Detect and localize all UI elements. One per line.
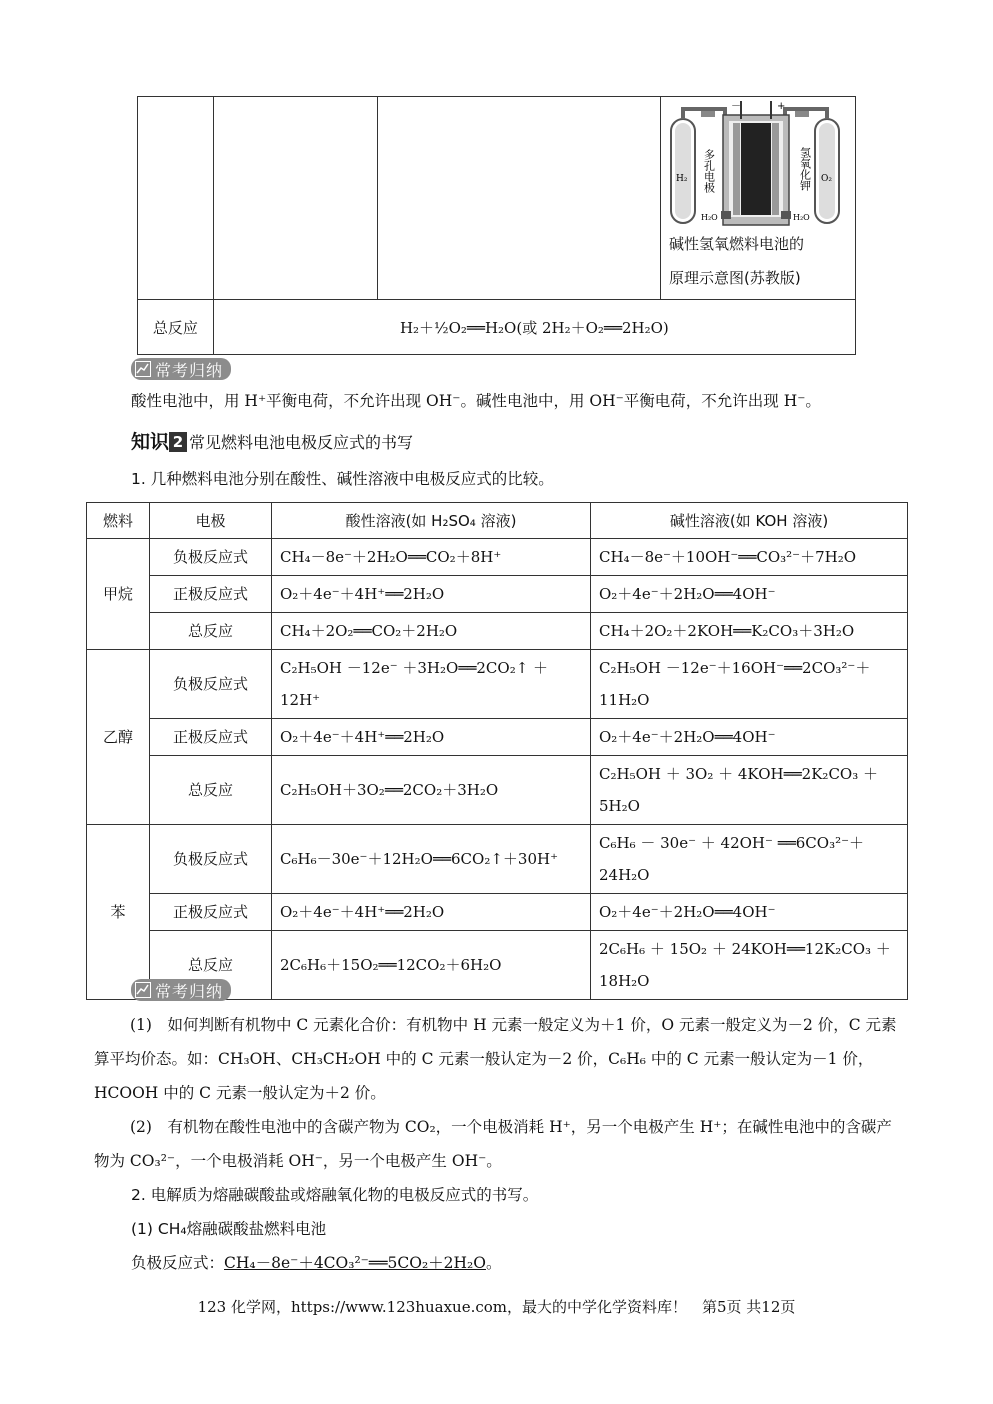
table-row — [87, 650, 908, 719]
note1-text: 酸性电池中，用 H⁺平衡电荷，不允许出现 OH⁻。碱性电池中，用 OH⁻平衡电荷，不允许出现 H⁻。 — [131, 392, 821, 410]
table-row — [87, 825, 908, 894]
header-fuel: 燃料 — [87, 503, 150, 539]
section-number: 2 — [169, 432, 187, 452]
fuel-cell-comparison-table — [86, 502, 908, 1000]
electrode-cell: 总反应 — [150, 756, 272, 825]
table-row — [87, 719, 908, 756]
header-base: 碱性溶液(如 KOH 溶液) — [591, 503, 908, 539]
base-equation-cell: 2C₆H₆ ＋ 15O₂ ＋ 24KOH══12K₂CO₃ ＋18H₂O — [591, 931, 908, 1000]
acid-equation-cell: CH₄－8e⁻＋2H₂O══CO₂＋8H⁺ — [272, 539, 591, 576]
electrode-cell: 正极反应式 — [150, 576, 272, 613]
fuel-cell-diagram-cell — [661, 97, 856, 300]
base-equation-cell: C₂H₅OH ＋ 3O₂ ＋ 4KOH══2K₂CO₃ ＋5H₂O — [591, 756, 908, 825]
table-row — [87, 576, 908, 613]
acid-equation-cell: O₂＋4e⁻＋4H⁺══2H₂O — [272, 719, 591, 756]
table-row — [87, 613, 908, 650]
electrode-cell: 正极反应式 — [150, 894, 272, 931]
header-acid: 酸性溶液(如 H₂SO₄ 溶液) — [272, 503, 591, 539]
note-badge-1-label: 常考归纳 — [155, 360, 224, 380]
base-equation-cell: C₂H₅OH －12e⁻＋16OH⁻══2CO₃²⁻＋11H₂O — [591, 650, 908, 719]
acid-equation-cell: 2C₆H₆＋15O₂══12CO₂＋6H₂O — [272, 931, 591, 1000]
h2-label: H₂ — [676, 174, 688, 184]
top-table-cell — [378, 97, 661, 300]
section-title: 常见燃料电池电极反应式的书写 — [189, 433, 414, 452]
table-row — [87, 894, 908, 931]
o2-label: O₂ — [821, 174, 832, 184]
acid-equation-cell: C₂H₅OH＋3O₂══2CO₂＋3H₂O — [272, 756, 591, 825]
porous-electrode-label: 多孔电极 — [702, 149, 716, 193]
sub1-text: (1) CH₄熔融碳酸盐燃料电池 — [131, 1220, 327, 1238]
section-2-heading — [131, 427, 413, 454]
negative-end: 。 — [485, 1254, 502, 1272]
fuel-name-cell: 甲烷 — [87, 539, 150, 650]
base-equation-cell: O₂＋4e⁻＋2H₂O══4OH⁻ — [591, 576, 908, 613]
base-equation-cell: C₆H₆ － 30e⁻ ＋ 42OH⁻ ══6CO₃²⁻＋24H₂O — [591, 825, 908, 894]
electrode-cell: 总反应 — [150, 613, 272, 650]
base-equation-cell: O₂＋4e⁻＋2H₂O══4OH⁻ — [591, 719, 908, 756]
item1-text: 1. 几种燃料电池分别在酸性、碱性溶液中电极反应式的比较。 — [131, 470, 554, 488]
minus-sign: － — [731, 101, 741, 112]
fuel-name-cell: 苯 — [87, 825, 150, 1000]
note-badge-2-label: 常考归纳 — [155, 981, 224, 1001]
h2o-right-label: H₂O — [793, 213, 810, 222]
acid-equation-cell: O₂＋4e⁻＋4H⁺══2H₂O — [272, 894, 591, 931]
plus-sign: + — [777, 101, 786, 112]
diagram-caption-line2: 原理示意图(苏教版) — [669, 269, 801, 287]
fuel-cell-diagram — [665, 99, 855, 229]
negative-equation: CH₄－8e⁻＋4CO₃²⁻══5CO₂＋2H₂O — [224, 1254, 486, 1272]
base-equation-cell: O₂＋4e⁻＋2H₂O══4OH⁻ — [591, 894, 908, 931]
note-badge-2 — [131, 979, 231, 1002]
table-row — [87, 539, 908, 576]
electrode-cell: 总反应 — [150, 931, 272, 1000]
koh-label: 氢氧化钾 — [798, 147, 812, 191]
trend-chart-icon — [135, 361, 151, 377]
top-table — [137, 96, 856, 355]
header-electrode: 电极 — [150, 503, 272, 539]
electrode-cell: 正极反应式 — [150, 719, 272, 756]
note2-paragraph-1: (1) 如何判断有机物中 C 元素化合价：有机物中 H 元素一般定义为＋1 价，O 元素一般定义为－2 价，C 元素算平均价态。如：CH₃OH、CH₃CH₂OH 中的 C 元素一般认定为－2 价，C₆H₆ 中的 C 元素一般认定为－1 价，HCOOH 中的 C 元素一般认定为＋2 价。 — [94, 1016, 897, 1102]
acid-equation-cell: C₂H₅OH －12e⁻ ＋3H₂O══2CO₂↑ ＋12H⁺ — [272, 650, 591, 719]
negative-label: 负极反应式： — [131, 1254, 225, 1272]
note2-paragraph-2: (2) 有机物在酸性电池中的含碳产物为 CO₂，一个电极消耗 H⁺，另一个电极产生 H⁺；在碱性电池中的含碳产物为 CO₃²⁻，一个电极消耗 OH⁻，另一个电极产生 OH⁻。 — [94, 1118, 892, 1170]
item2-text: 2. 电解质为熔融碳酸盐或熔融氧化物的电极反应式的书写。 — [131, 1186, 539, 1204]
acid-equation-cell: O₂＋4e⁻＋4H⁺══2H₂O — [272, 576, 591, 613]
negative-electrode-line — [131, 1246, 501, 1280]
electrode-cell: 负极反应式 — [150, 825, 272, 894]
fuel-name-cell: 乙醇 — [87, 650, 150, 825]
acid-equation-cell: CH₄＋2O₂══CO₂＋2H₂O — [272, 613, 591, 650]
page-footer: 123 化学网，https://www.123huaxue.com，最大的中学化学资料库！ 第5页 共12页 — [197, 1298, 796, 1316]
top-table-cell — [213, 97, 377, 300]
electrode-cell: 负极反应式 — [150, 650, 272, 719]
trend-chart-icon — [135, 982, 151, 998]
top-table-cell — [138, 97, 214, 300]
note-badge-1 — [131, 358, 231, 381]
diagram-caption-line1: 碱性氢氧燃料电池的 — [669, 235, 805, 253]
total-reaction-equation: H₂＋½O₂══H₂O(或 2H₂＋O₂══2H₂O) — [213, 300, 855, 355]
h2o-left-label: H₂O — [701, 213, 718, 222]
acid-equation-cell: C₆H₆－30e⁻＋12H₂O══6CO₂↑＋30H⁺ — [272, 825, 591, 894]
base-equation-cell: CH₄＋2O₂＋2KOH══K₂CO₃＋3H₂O — [591, 613, 908, 650]
base-equation-cell: CH₄－8e⁻＋10OH⁻══CO₃²⁻＋7H₂O — [591, 539, 908, 576]
electrode-cell: 负极反应式 — [150, 539, 272, 576]
section-prefix: 知识 — [131, 431, 170, 453]
table-row — [87, 756, 908, 825]
total-reaction-label: 总反应 — [138, 300, 214, 355]
